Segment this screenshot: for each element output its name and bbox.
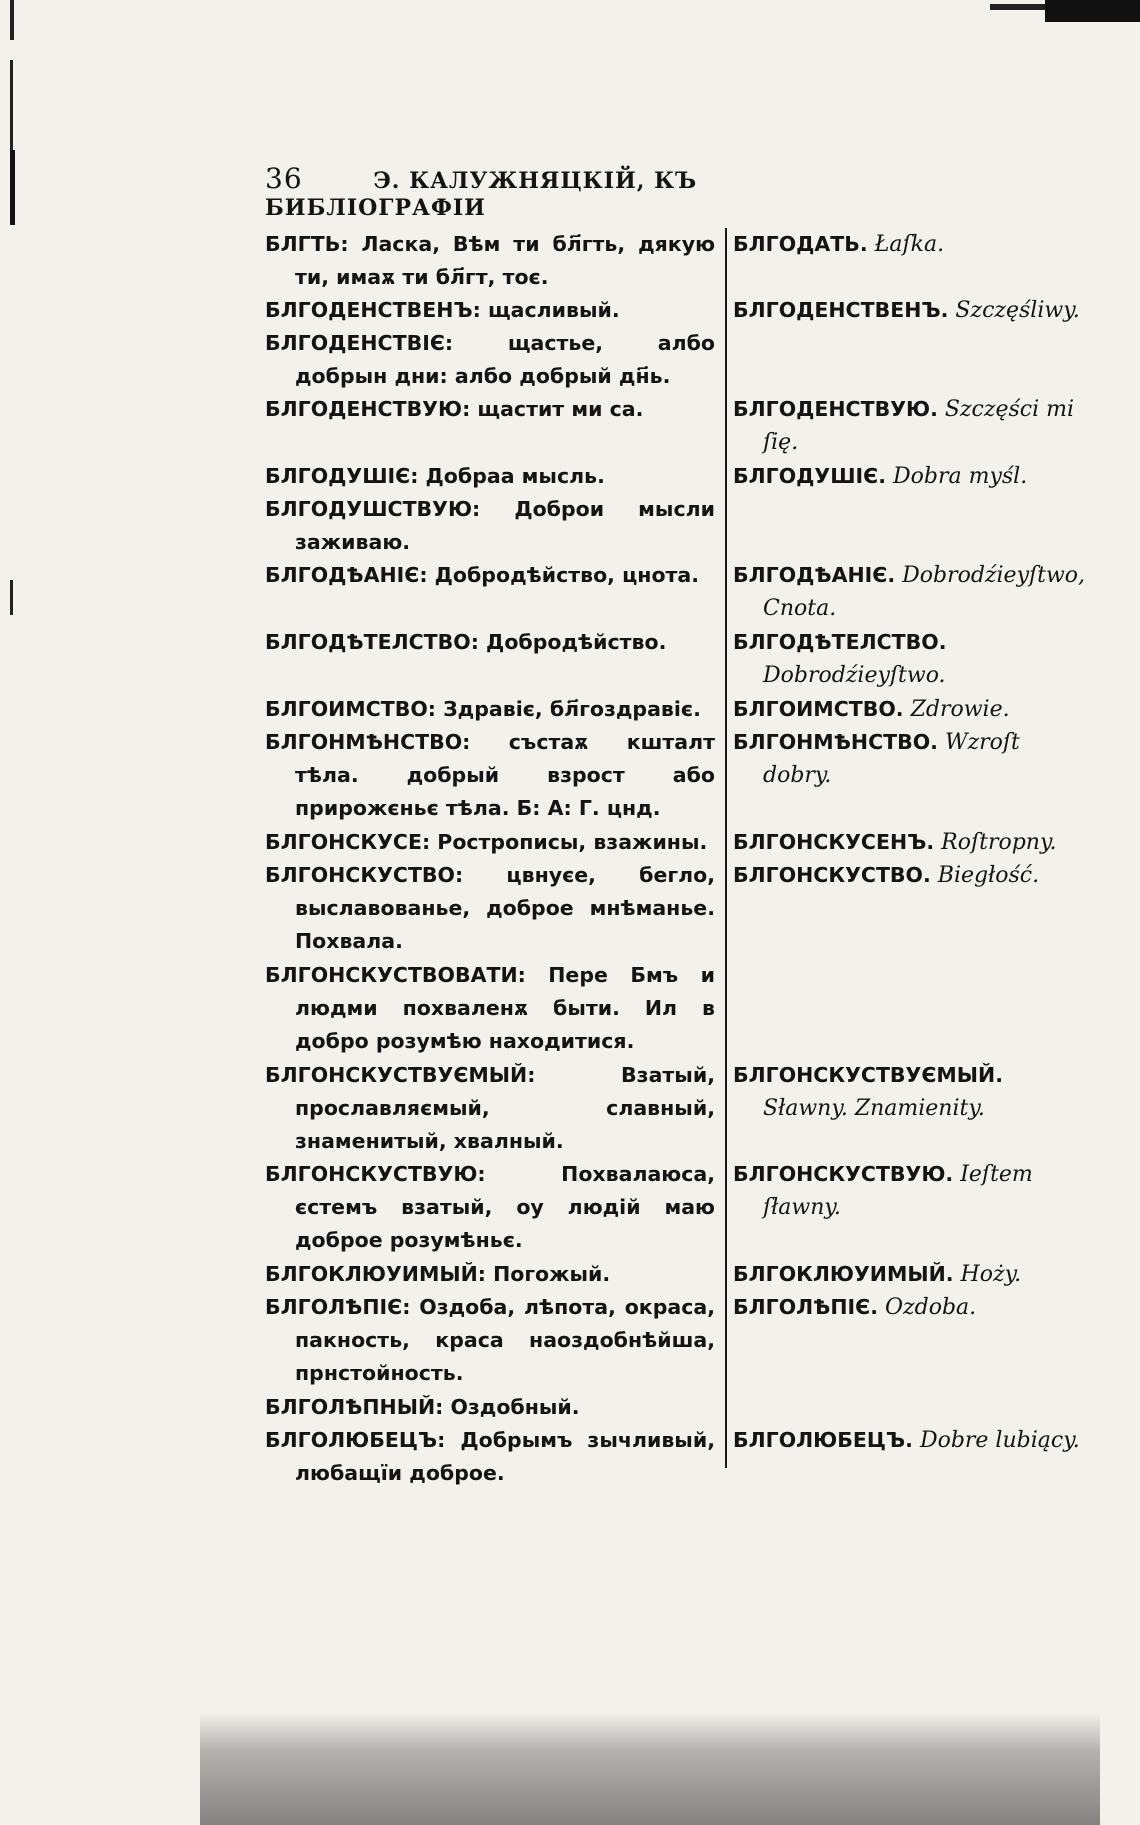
slavonic-entry: БЛГОДЕНСТВІЄ: щастье, албо добрын дни: албо добрый дн҃ь. [265, 331, 715, 388]
polish-entry-headword: БЛГОДУШІЄ. [733, 464, 886, 488]
scan-bar [1045, 0, 1140, 22]
polish-entry-gloss: Dobra myśl. [893, 464, 1028, 489]
polish-entry-headword: БЛГОИМСТВО. [733, 697, 904, 721]
polish-entry-gloss: Sławny. Znamienity. [763, 1096, 985, 1121]
polish-entry [733, 859, 1093, 892]
dictionary-body [265, 228, 1085, 1688]
polish-entry [733, 826, 1093, 859]
slavonic-entry: БЛГОЛѢПНЫЙ: Оздобный. [265, 1395, 580, 1419]
slavonic-entry: БЛГОЛЮБЕЦЪ: Добрымъ зычливый, любащїи доброе. [265, 1428, 715, 1485]
polish-entry-gloss: Hoży. [960, 1262, 1022, 1287]
column-divider [725, 228, 727, 1468]
slavonic-entry: БЛГОИМСТВО: Здравіє, бл҃гоздравіє. [265, 697, 701, 721]
polish-entry-gloss: Wzroſt dobry. [763, 730, 1020, 788]
page-header [265, 162, 885, 221]
polish-entry-headword: БЛГОДАТЬ. [733, 232, 868, 256]
polish-entry [733, 1059, 1093, 1125]
polish-entry-headword: БЛГОНСКУСТВУЄМЫЙ. [733, 1063, 1003, 1087]
polish-entry [733, 693, 1093, 726]
slavonic-entry: БЛГОНМѢНСТВО: състаѫ кшталт тѣла. добрый взрост або прирожєньє тѣла. Б: А: Г. цнд. [265, 730, 715, 820]
polish-entry-gloss: Ozdoba. [885, 1295, 977, 1320]
polish-entry-gloss: Szczęśliwy. [955, 298, 1080, 323]
slavonic-entry: БЛГОДЕНСТВУЮ: щастит ми са. [265, 397, 644, 421]
polish-entry [733, 228, 1093, 261]
polish-entry-headword: БЛГОЛЮБЕЦЪ. [733, 1428, 913, 1452]
polish-entry-gloss: Roſtropny. [941, 830, 1057, 855]
scan-bottom-shadow [200, 1712, 1100, 1825]
polish-entry-headword: БЛГОНСКУСТВО. [733, 863, 931, 887]
polish-entry [733, 1158, 1093, 1224]
slavonic-entry: БЛГОЛѢПІЄ: Оздоба, лѣпота, окраса, пакность, краса наоздобнѣйша, прнстойность. [265, 1295, 715, 1385]
polish-entry-gloss: Szczęści mi ſię. [763, 397, 1075, 455]
polish-entry-headword: БЛГОКЛЮУИМЫЙ. [733, 1262, 954, 1286]
polish-entry-gloss: Dobrodźieyſtwo, Cnota. [763, 563, 1086, 621]
polish-entry [733, 294, 1093, 327]
slavonic-entry: БЛГОНСКУСЕ: Рострописы, взажины. [265, 830, 708, 854]
binding-edge-mark [10, 580, 13, 615]
slavonic-entry: БЛГОДУШІЄ: Добраа мысль. [265, 464, 605, 488]
slavonic-entry: БЛГОНСКУСТВОВАТИ: Пере Бмъ и людми похваленѫ быти. Ил в добро розумѣю находитися. [265, 963, 715, 1053]
slavonic-entry: БЛГОДѢАНІЄ: Добродѣйство, цнота. [265, 563, 700, 587]
slavonic-entry: БЛГОДУШСТВУЮ: Доброи мысли заживаю. [265, 497, 715, 554]
slavonic-entry: БЛГОНСКУСТВУЄМЫЙ: Взатый, прославляємый, славный, знаменитый, хвалный. [265, 1063, 715, 1153]
slavonic-entry: БЛГОНСКУСТВО: цвнуєе, бегло, выславованье, доброе мнѣманье. Похвала. [265, 863, 715, 953]
polish-entry-headword: БЛГОДЕНСТВЕНЪ. [733, 298, 949, 322]
polish-entry [733, 393, 1093, 459]
slavonic-entry: БЛГОДЕНСТВЕНЪ: щасливый. [265, 298, 620, 322]
polish-entry [733, 626, 1093, 692]
polish-entry-gloss: Ieſtem ſławny. [763, 1162, 1033, 1220]
slavonic-entry: БЛГТЬ: Ласка, Вѣм ти бл҃гть, дякую ти, имаѫ ти бл҃гт, тоє. [265, 232, 715, 289]
polish-entry [733, 460, 1093, 493]
polish-entry [733, 726, 1093, 792]
running-title: Э. КАЛУЖНЯЦКІЙ, КЪ БИБЛІОГРАФІИ [265, 168, 698, 221]
polish-entry-headword: БЛГОДѢАНІЄ. [733, 563, 896, 587]
polish-entry-headword: БЛГОНСКУСТВУЮ. [733, 1162, 954, 1186]
polish-entry-gloss: Łaſka. [874, 232, 945, 257]
binding-edge-mark [10, 0, 14, 40]
page-number: 36 [265, 162, 303, 195]
binding-edge-mark [10, 150, 15, 225]
polish-entry-headword: БЛГОНМѢНСТВО. [733, 730, 938, 754]
scan-bar-thin [990, 4, 1045, 10]
polish-entry-headword: БЛГОЛѢПІЄ. [733, 1295, 879, 1319]
polish-entry-gloss: Zdrowie. [910, 697, 1010, 722]
polish-entry [733, 1258, 1093, 1291]
polish-entry-gloss: Biegłość. [937, 863, 1040, 888]
polish-entry-gloss: Dobre lubiący. [919, 1428, 1080, 1453]
slavonic-entry: БЛГОНСКУСТВУЮ: Похвалаюса, єстемъ взатый, оу людій маю доброе розумѣньє. [265, 1162, 715, 1252]
slavonic-entry: БЛГОКЛЮУИМЫЙ: Погожый. [265, 1262, 611, 1286]
polish-entry [733, 1291, 1093, 1324]
polish-entry-headword: БЛГОДЕНСТВУЮ. [733, 397, 938, 421]
slavonic-entry: БЛГОДѢТЕЛСТВО: Добродѣйство. [265, 630, 667, 654]
polish-entry-headword: БЛГОДѢТЕЛСТВО. [733, 630, 947, 654]
scan-corner-mark [980, 0, 1140, 40]
polish-entry-gloss: Dobrodźieyſtwo. [763, 663, 946, 688]
polish-entry-headword: БЛГОНСКУСЕНЪ. [733, 830, 935, 854]
polish-entry [733, 1424, 1093, 1457]
polish-entry [733, 559, 1093, 625]
